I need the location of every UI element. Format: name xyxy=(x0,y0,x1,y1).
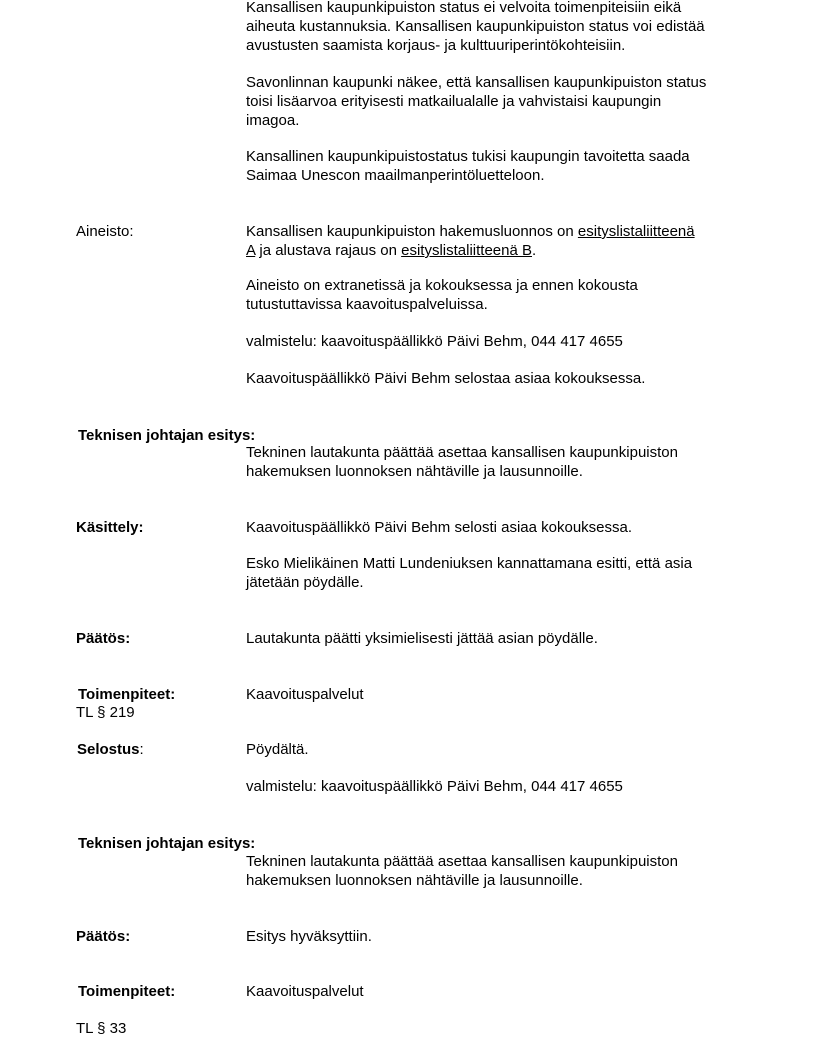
selostus-label xyxy=(77,740,144,759)
kasittely-text-2 xyxy=(246,554,692,592)
intro-paragraph-3 xyxy=(246,147,690,185)
aineisto-valmistelu: valmistelu: kaavoituspäällikkö Päivi Behm, 044 417 4655 xyxy=(246,333,623,350)
text-line: Tekninen lautakunta päättää asettaa kansallisen kaupunkipuiston xyxy=(246,853,678,870)
selostus-text: Pöydältä. xyxy=(246,741,309,758)
esitys-label: Teknisen johtajan esitys: xyxy=(78,835,256,852)
kasittely-label: Käsittely: xyxy=(76,519,144,536)
text-line: Esko Mielikäinen Matti Lundeniuksen kannattamana esitti, että asia xyxy=(246,555,693,572)
text-line: Kansallisen kaupunkipuiston status ei velvoita toimenpiteisiin eikä xyxy=(246,0,682,16)
intro-paragraph-2 xyxy=(246,73,706,130)
text-span: Kansallisen kaupunkipuiston hakemusluonnos on xyxy=(246,223,578,240)
paatos-label: Päätös: xyxy=(76,630,131,647)
text-line: Savonlinnan kaupunki näkee, että kansallisen kaupunkipuiston status xyxy=(246,74,707,91)
section-reference: TL § 219 xyxy=(76,704,135,721)
attachment-link-a-letter[interactable]: A xyxy=(246,242,256,259)
text-line: hakemuksen luonnoksen nähtäville ja lausunnoille. xyxy=(246,463,583,480)
text-span: ja alustava rajaus on xyxy=(255,242,402,259)
text-line: Kansallinen kaupunkipuistostatus tukisi kaupungin tavoitetta saada xyxy=(246,148,690,165)
text-line: aiheuta kustannuksia. Kansallisen kaupunkipuiston status voi edistää xyxy=(246,18,705,35)
aineisto-label: Aineisto: xyxy=(76,223,134,240)
paatos-label: Päätös: xyxy=(76,928,131,945)
toimenpiteet-text: Kaavoituspalvelut xyxy=(246,983,364,1000)
esitys-label: Teknisen johtajan esitys: xyxy=(78,427,256,444)
aineisto-paragraph-1 xyxy=(246,222,695,260)
text-line: jätetään pöydälle. xyxy=(246,574,364,591)
text-line xyxy=(246,222,695,241)
text-line: Saimaa Unescon maailmanperintöluetteloon. xyxy=(246,167,545,184)
section-reference: TL § 33 xyxy=(76,1020,127,1037)
toimenpiteet-text: Kaavoituspalvelut xyxy=(246,686,364,703)
toimenpiteet-label: Toimenpiteet: xyxy=(78,983,176,1000)
text-line: imagoa. xyxy=(246,112,300,129)
text-line: Aineisto on extranetissä ja kokouksessa ja ennen kokousta xyxy=(246,277,638,294)
esitys-text xyxy=(246,852,678,890)
toimenpiteet-label: Toimenpiteet: xyxy=(78,686,176,703)
text-line: hakemuksen luonnoksen nähtäville ja lausunnoille. xyxy=(246,872,583,889)
label-bold: Selostus xyxy=(77,741,140,758)
intro-paragraph-1 xyxy=(246,0,705,55)
text-line: Tekninen lautakunta päättää asettaa kansallisen kaupunkipuiston xyxy=(246,444,678,461)
label-colon: : xyxy=(139,741,144,758)
attachment-link-b[interactable]: esityslistaliitteenä B xyxy=(401,242,533,259)
kasittely-text-1: Kaavoituspäällikkö Päivi Behm selosti asiaa kokouksessa. xyxy=(246,519,633,536)
text-line: toisi lisäarvoa erityisesti matkailualalle ja vahvistaisi kaupungin xyxy=(246,93,662,110)
esitys-text xyxy=(246,443,678,481)
paatos-text: Esitys hyväksyttiin. xyxy=(246,928,372,945)
paatos-text: Lautakunta päätti yksimielisesti jättää asian pöydälle. xyxy=(246,630,598,647)
aineisto-selostaa: Kaavoituspäällikkö Päivi Behm selostaa asiaa kokouksessa. xyxy=(246,370,646,387)
text-span: . xyxy=(532,242,537,259)
selostus-valmistelu: valmistelu: kaavoituspäällikkö Päivi Behm, 044 417 4655 xyxy=(246,778,623,795)
aineisto-paragraph-2 xyxy=(246,276,638,314)
text-line: tutustuttavissa kaavoituspalveluissa. xyxy=(246,296,488,313)
text-line xyxy=(246,241,695,260)
text-line: avustusten saamista korjaus- ja kulttuuriperintökohteisiin. xyxy=(246,37,626,54)
attachment-link-a[interactable]: esityslistaliitteenä xyxy=(577,223,695,240)
